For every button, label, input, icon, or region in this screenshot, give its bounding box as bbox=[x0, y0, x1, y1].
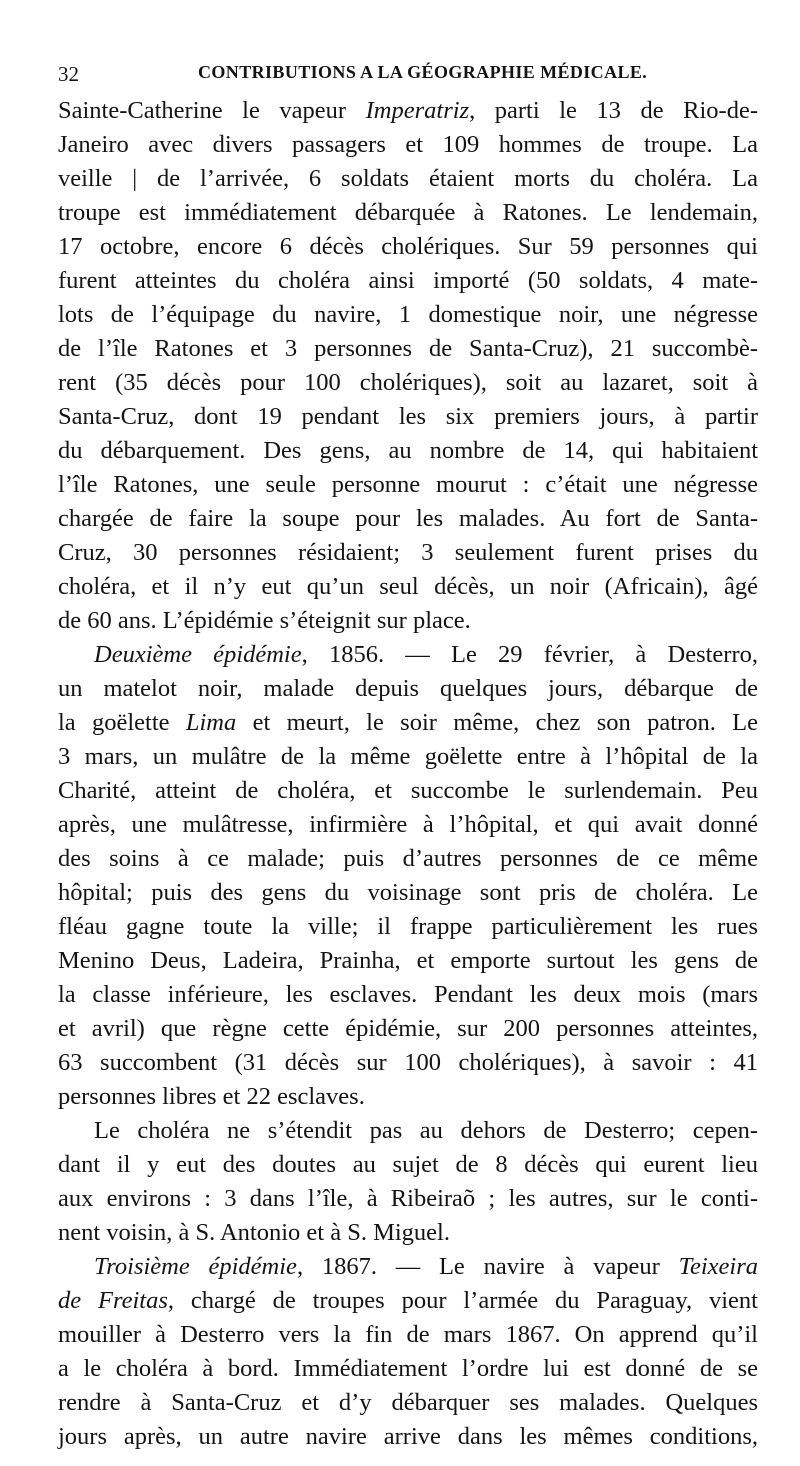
text-line bbox=[58, 944, 758, 978]
text-segment: rendre à Santa-Cruz et d’y débarquer ses malades. Quelques bbox=[58, 1389, 758, 1416]
text-line bbox=[58, 1352, 758, 1386]
text-segment: , parti le 13 de Rio-de- bbox=[469, 97, 758, 124]
text-line bbox=[58, 468, 758, 502]
text-segment: Janeiro avec divers passagers et 109 hommes de troupe. La bbox=[58, 131, 758, 158]
text-line bbox=[58, 1386, 758, 1420]
text-line bbox=[58, 740, 758, 774]
text-line bbox=[58, 876, 758, 910]
text-line bbox=[58, 706, 758, 740]
page-number: 32 bbox=[58, 62, 79, 86]
text-line bbox=[58, 366, 758, 400]
text-line bbox=[58, 842, 758, 876]
text-segment: Le choléra ne s’étendit pas au dehors de Desterro; cepen- bbox=[94, 1117, 758, 1144]
text-segment: de 60 ans. L’épidémie s’éteignit sur place. bbox=[58, 607, 471, 634]
text-line bbox=[58, 400, 758, 434]
text-segment: fléau gagne toute la ville; il frappe particulièrement les rues bbox=[58, 913, 758, 940]
text-line bbox=[58, 672, 758, 706]
text-segment: , 1856. — Le 29 février, à Desterro, bbox=[301, 641, 758, 668]
text-line bbox=[58, 1318, 758, 1352]
text-line bbox=[58, 1148, 758, 1182]
text-segment: après, une mulâtresse, infirmière à l’hôpital, et qui avait donné bbox=[58, 811, 758, 838]
text-line bbox=[58, 910, 758, 944]
text-segment: 3 mars, un mulâtre de la même goëlette entre à l’hôpital de la bbox=[58, 743, 758, 770]
text-line bbox=[58, 536, 758, 570]
text-segment: a le choléra à bord. Immédiatement l’ordre lui est donné de se bbox=[58, 1355, 758, 1382]
text-segment: lots de l’équipage du navire, 1 domestique noir, une négresse bbox=[58, 301, 758, 328]
text-segment: dant il y eut des doutes au sujet de 8 décès qui eurent lieu bbox=[58, 1151, 758, 1178]
text-segment: l’île Ratones, une seule personne mourut : c’était une négresse bbox=[58, 471, 758, 498]
text-segment: un matelot noir, malade depuis quelques jours, débarque de bbox=[58, 675, 758, 702]
text-segment: hôpital; puis des gens du voisinage sont pris de choléra. Le bbox=[58, 879, 758, 906]
page-header bbox=[58, 62, 758, 92]
text-segment: , 1867. — Le navire à vapeur bbox=[296, 1253, 679, 1280]
text-line bbox=[58, 604, 758, 638]
text-segment: Sainte-Catherine le vapeur bbox=[58, 97, 366, 124]
text-line bbox=[58, 978, 758, 1012]
text-segment: des soins à ce malade; puis d’autres personnes de ce même bbox=[58, 845, 758, 872]
text-line bbox=[58, 162, 758, 196]
text-segment: 17 octobre, encore 6 décès cholériques. Sur 59 personnes qui bbox=[58, 233, 758, 260]
text-line bbox=[58, 1250, 758, 1284]
text-segment: mouiller à Desterro vers la fin de mars 1867. On apprend qu’il bbox=[58, 1321, 758, 1348]
text-segment: rent (35 décès pour 100 cholériques), soit au lazaret, soit à bbox=[58, 369, 758, 396]
text-line bbox=[58, 638, 758, 672]
text-line bbox=[58, 502, 758, 536]
text-line bbox=[58, 774, 758, 808]
text-segment: , chargé de troupes pour l’armée du Paraguay, vient bbox=[167, 1287, 758, 1314]
text-line bbox=[58, 1216, 758, 1250]
text-segment: et meurt, le soir même, chez son patron. Le bbox=[236, 709, 758, 736]
text-line bbox=[58, 1420, 758, 1454]
italic-text: Troisième épidémie bbox=[94, 1253, 297, 1280]
text-segment: personnes libres et 22 esclaves. bbox=[58, 1083, 365, 1110]
text-line bbox=[58, 1046, 758, 1080]
text-segment: Charité, atteint de choléra, et succombe le surlendemain. Peu bbox=[58, 777, 758, 804]
text-line bbox=[58, 1080, 758, 1114]
text-segment: du débarquement. Des gens, au nombre de 14, qui habitaient bbox=[58, 437, 758, 464]
italic-text: Imperatriz bbox=[365, 97, 470, 124]
italic-text: Lima bbox=[185, 709, 237, 736]
text-line bbox=[58, 94, 758, 128]
body-text bbox=[58, 94, 758, 1454]
text-segment: Cruz, 30 personnes résidaient; 3 seulement furent prises du bbox=[58, 539, 758, 566]
text-segment: troupe est immédiatement débarquée à Ratones. Le lendemain, bbox=[58, 199, 758, 226]
text-line bbox=[58, 570, 758, 604]
text-line bbox=[58, 1284, 758, 1318]
text-segment: chargée de faire la soupe pour les malades. Au fort de Santa- bbox=[58, 505, 758, 532]
text-line bbox=[58, 264, 758, 298]
text-line bbox=[58, 298, 758, 332]
text-line bbox=[58, 808, 758, 842]
text-segment: veille | de l’arrivée, 6 soldats étaient morts du choléra. La bbox=[58, 165, 758, 192]
text-line bbox=[58, 1114, 758, 1148]
italic-text: de Freitas bbox=[58, 1287, 168, 1314]
text-line bbox=[58, 196, 758, 230]
text-segment: et avril) que règne cette épidémie, sur 200 personnes atteintes, bbox=[58, 1015, 758, 1042]
text-line bbox=[58, 1012, 758, 1046]
text-segment: choléra, et il n’y eut qu’un seul décès, un noir (Africain), âgé bbox=[58, 573, 758, 600]
text-segment: Menino Deus, Ladeira, Prainha, et emporte surtout les gens de bbox=[58, 947, 758, 974]
text-line bbox=[58, 1182, 758, 1216]
text-segment: jours après, un autre navire arrive dans les mêmes conditions, bbox=[58, 1423, 758, 1450]
italic-text: Teixeira bbox=[678, 1253, 758, 1280]
text-segment: furent atteintes du choléra ainsi importé (50 soldats, 4 mate- bbox=[58, 267, 758, 294]
running-title: CONTRIBUTIONS A LA GÉOGRAPHIE MÉDICALE. bbox=[198, 62, 648, 82]
text-segment: de l’île Ratones et 3 personnes de Santa-Cruz), 21 succombè- bbox=[58, 335, 758, 362]
italic-text: Deuxième épidémie bbox=[94, 641, 302, 668]
text-segment: Santa-Cruz, dont 19 pendant les six premiers jours, à partir bbox=[58, 403, 758, 430]
text-segment: nent voisin, à S. Antonio et à S. Miguel. bbox=[58, 1219, 450, 1246]
text-segment: la classe inférieure, les esclaves. Pendant les deux mois (mars bbox=[58, 981, 758, 1008]
text-segment: la goëlette bbox=[58, 709, 186, 736]
text-line bbox=[58, 230, 758, 264]
text-line bbox=[58, 128, 758, 162]
text-segment: 63 succombent (31 décès sur 100 cholériques), à savoir : 41 bbox=[58, 1049, 758, 1076]
text-line bbox=[58, 434, 758, 468]
text-segment: aux environs : 3 dans l’île, à Ribeiraõ ; les autres, sur le conti- bbox=[58, 1185, 758, 1212]
text-line bbox=[58, 332, 758, 366]
